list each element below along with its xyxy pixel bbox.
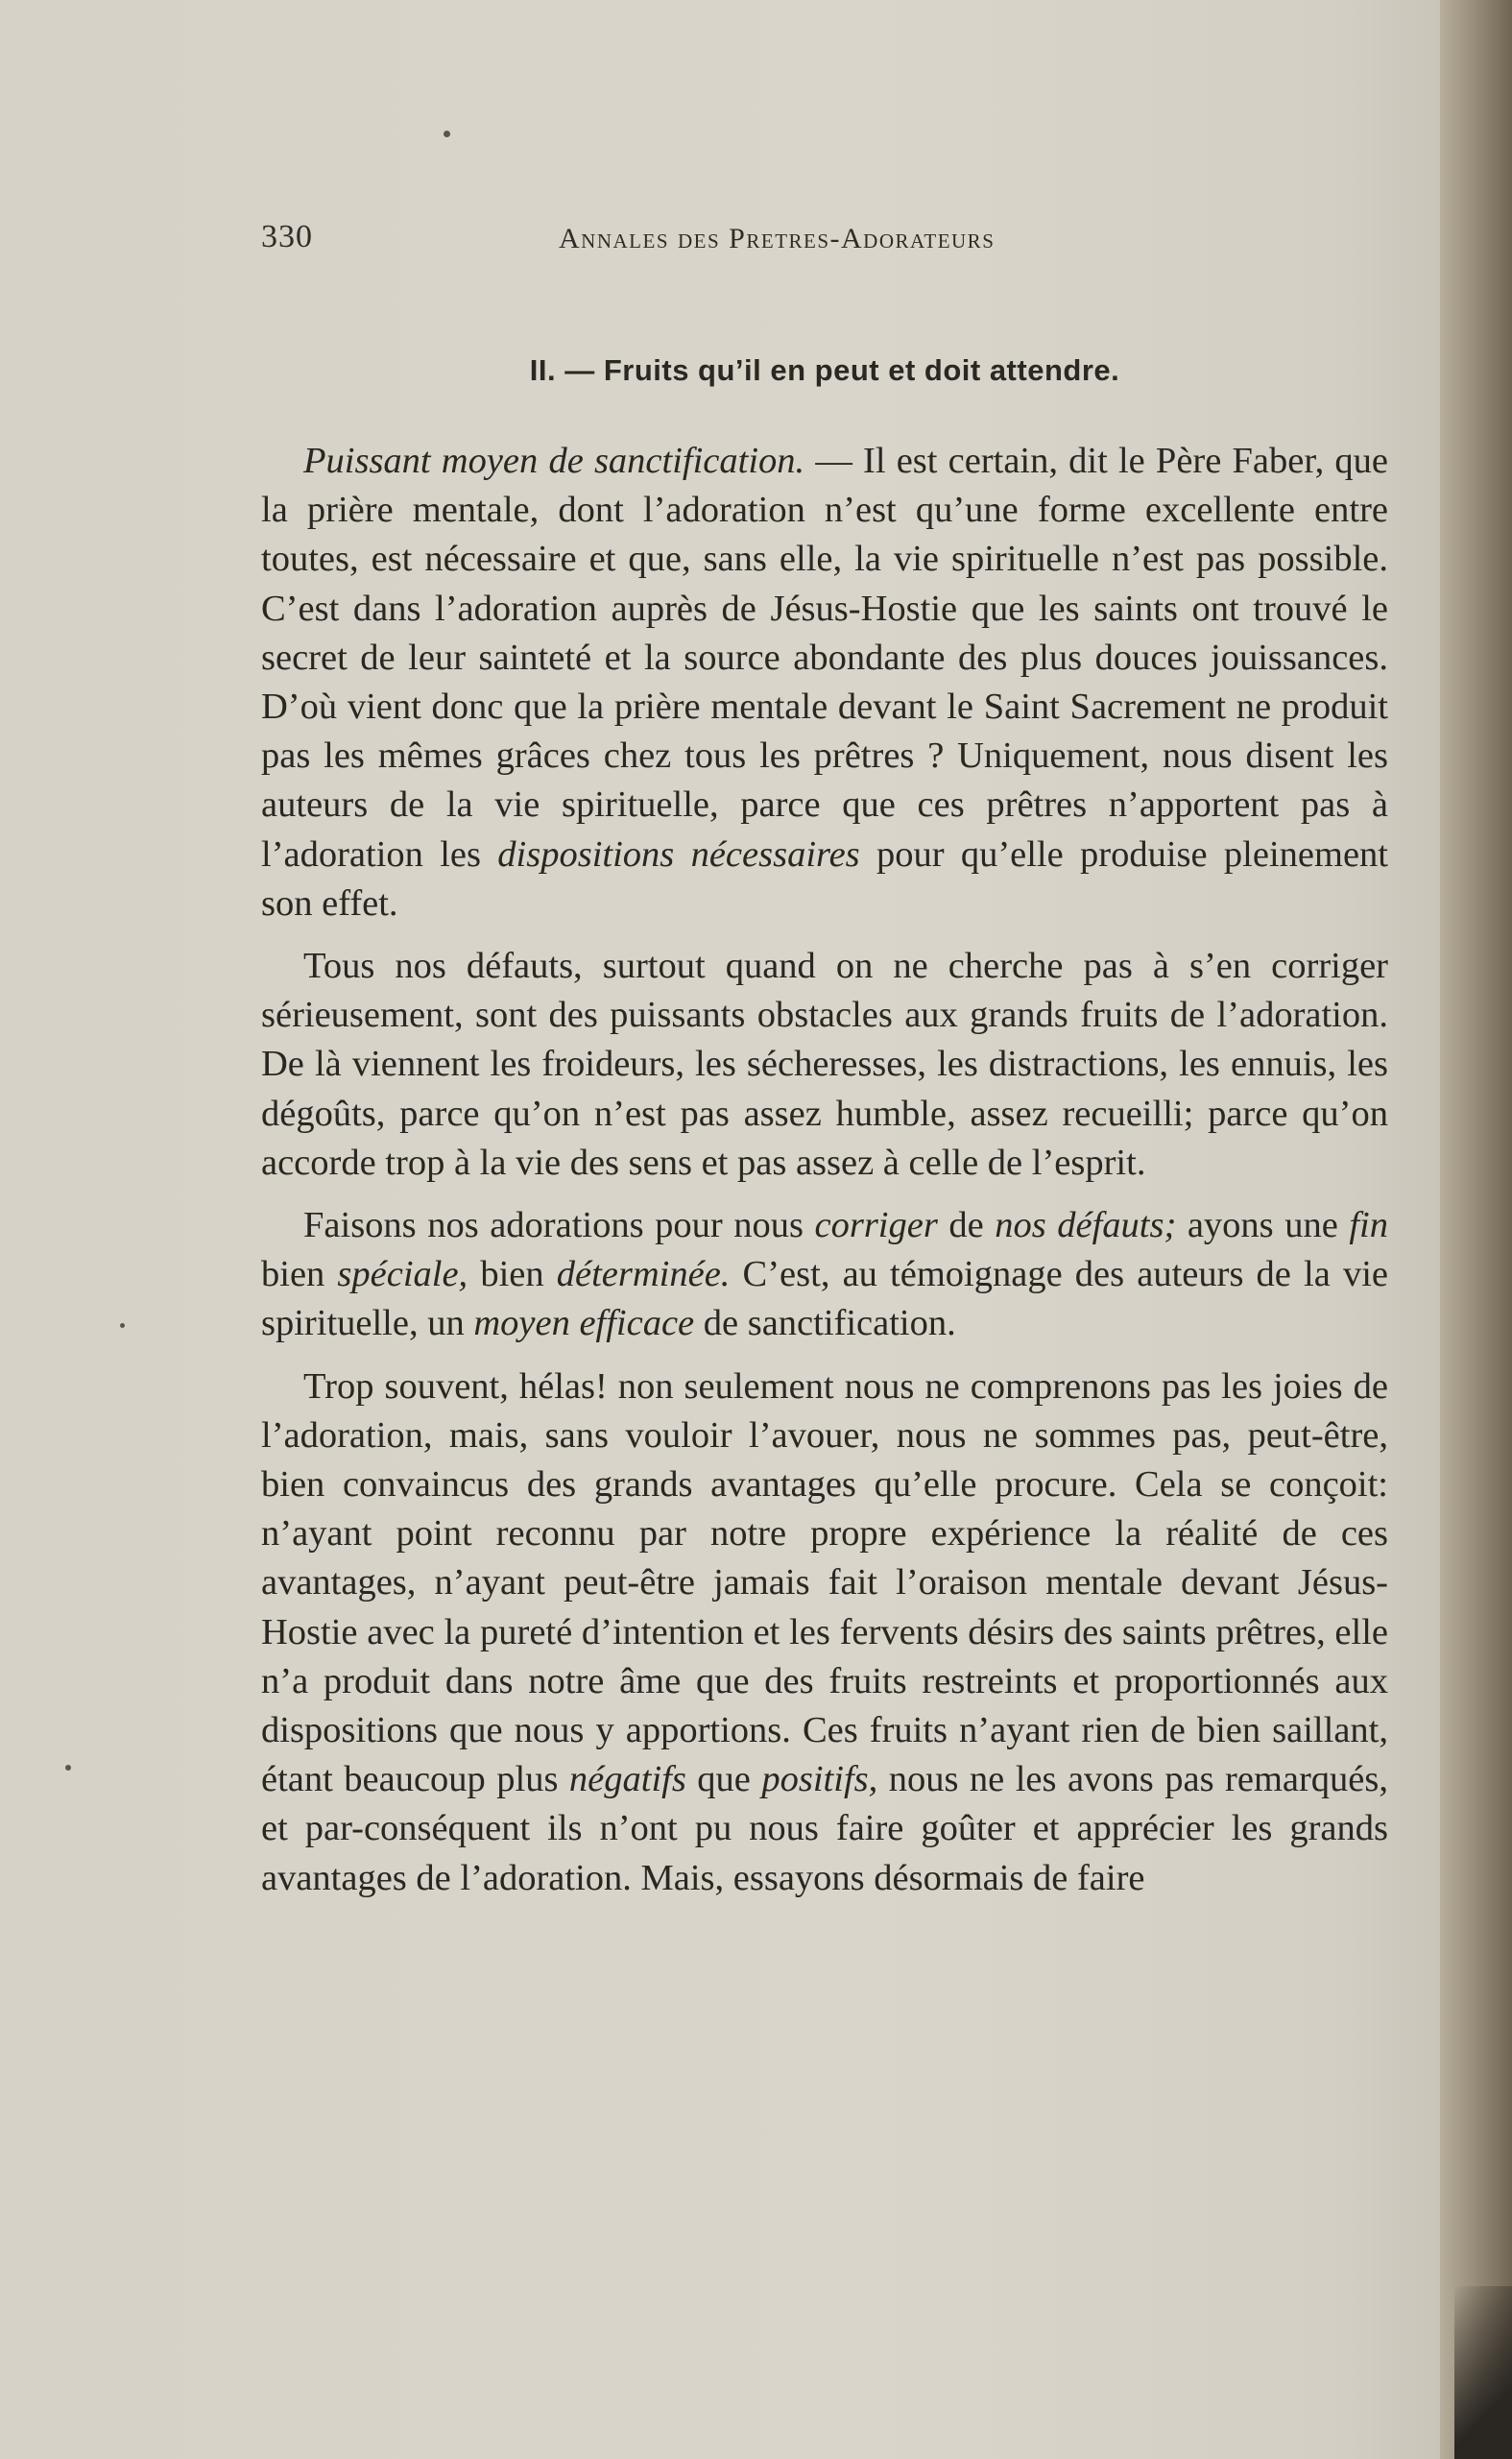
paragraph-1 <box>261 437 1388 928</box>
print-speck <box>444 131 450 137</box>
italic-phrase: déterminée. <box>556 1254 731 1295</box>
paragraph-3 <box>261 1201 1388 1349</box>
paragraph-text: ayons une <box>1176 1205 1350 1246</box>
paragraph-text: de <box>937 1205 996 1246</box>
page-corner-shadow <box>1454 2286 1512 2459</box>
paragraph-text: Faisons nos adorations pour nous <box>303 1205 815 1246</box>
italic-phrase: corriger <box>814 1205 938 1246</box>
running-title: Annales des Pretres-Adorateurs <box>559 223 996 254</box>
paragraph-4 <box>261 1362 1388 1903</box>
paragraph-text: C’est, au témoignage des auteurs de la vie spirituelle, un <box>261 1254 1388 1344</box>
italic-phrase: négatifs <box>568 1759 686 1800</box>
paragraph-text: bien <box>261 1254 338 1295</box>
italic-phrase: dispositions nécessaires <box>497 833 860 875</box>
italic-phrase: positifs, <box>761 1759 878 1800</box>
italic-phrase: moyen efficace <box>473 1303 695 1344</box>
paragraph-text: nous ne les avons pas remarqués, et par-conséquent ils n’ont pu nous faire goûter et apprécier les grands avantages de l’adoration. Mais, essayons désormais de faire <box>261 1759 1389 1898</box>
paragraph-text: bien <box>468 1254 557 1295</box>
print-speck <box>65 1765 71 1771</box>
paragraph-2 <box>261 942 1388 1188</box>
print-speck <box>120 1323 125 1328</box>
italic-phrase: spéciale, <box>337 1254 468 1295</box>
running-head <box>261 219 1388 261</box>
section-heading: II. — Fruits qu’il en peut et doit attendre. <box>529 353 1120 387</box>
body-text <box>261 437 1388 1917</box>
paragraph-text: Trop souvent, hélas! non seulement nous ne comprenons pas les joies de l’adoration, mais, sans vouloir l’avouer, nous ne sommes pas, peut-être, bien convaincus des grands avantages qu’elle procure. Cela se conçoit: n’ayant point reconnu par notre propre expérience la réalité de ces avantages, n’ayant peut-être jamais fait l’oraison mentale devant Jésus-Hostie avec la pureté d’intention et les fervents désirs des saints prêtres, elle n’a produit dans notre âme que des fruits restreints et proportionnés aux dispositions que nous y apportions. Ces fruits n’ayant rien de bien saillant, étant beaucoup plus <box>261 1365 1388 1800</box>
paragraph-text: — Il est certain, dit le Père Faber, que la prière mentale, dont l’adoration n’est qu’une forme excellente entre toutes, est nécessaire et que, sans elle, la vie spirituelle n’est pas possible. C’est dans l’adoration auprès de Jésus-Hostie que les saints ont trouvé le secret de leur sainteté et la source abondante des plus douces jouissances. D’où vient donc que la prière mentale devant le Saint Sacrement ne produit pas les mêmes grâces chez tous les prêtres ? Uniquement, nous disent les auteurs de la vie spirituelle, parce que ces prêtres n’apportent pas à l’adoration les <box>261 441 1388 875</box>
page-number: 330 <box>261 219 313 254</box>
paragraph-text: de sanctification. <box>694 1303 956 1344</box>
italic-phrase: fin <box>1349 1205 1388 1246</box>
paragraph-text: Tous nos défauts, surtout quand on ne cherche pas à s’en corriger sérieusement, sont des puissants obstacles aux grands fruits de l’adoration. De là viennent les froideurs, les sécheresses, les distractions, les ennuis, les dégoûts, parce qu’on n’est pas assez humble, assez recueilli; parce qu’on accorde trop à la vie des sens et pas assez à celle de l’esprit. <box>261 946 1388 1183</box>
paragraph-text: pour qu’elle produise pleinement son effet. <box>261 833 1388 924</box>
italic-phrase: nos défauts; <box>995 1205 1177 1246</box>
italic-lead: Puissant moyen de sanctification. <box>303 441 805 481</box>
paragraph-text: que <box>685 1759 762 1800</box>
page-edge-shadow <box>1440 0 1512 2459</box>
